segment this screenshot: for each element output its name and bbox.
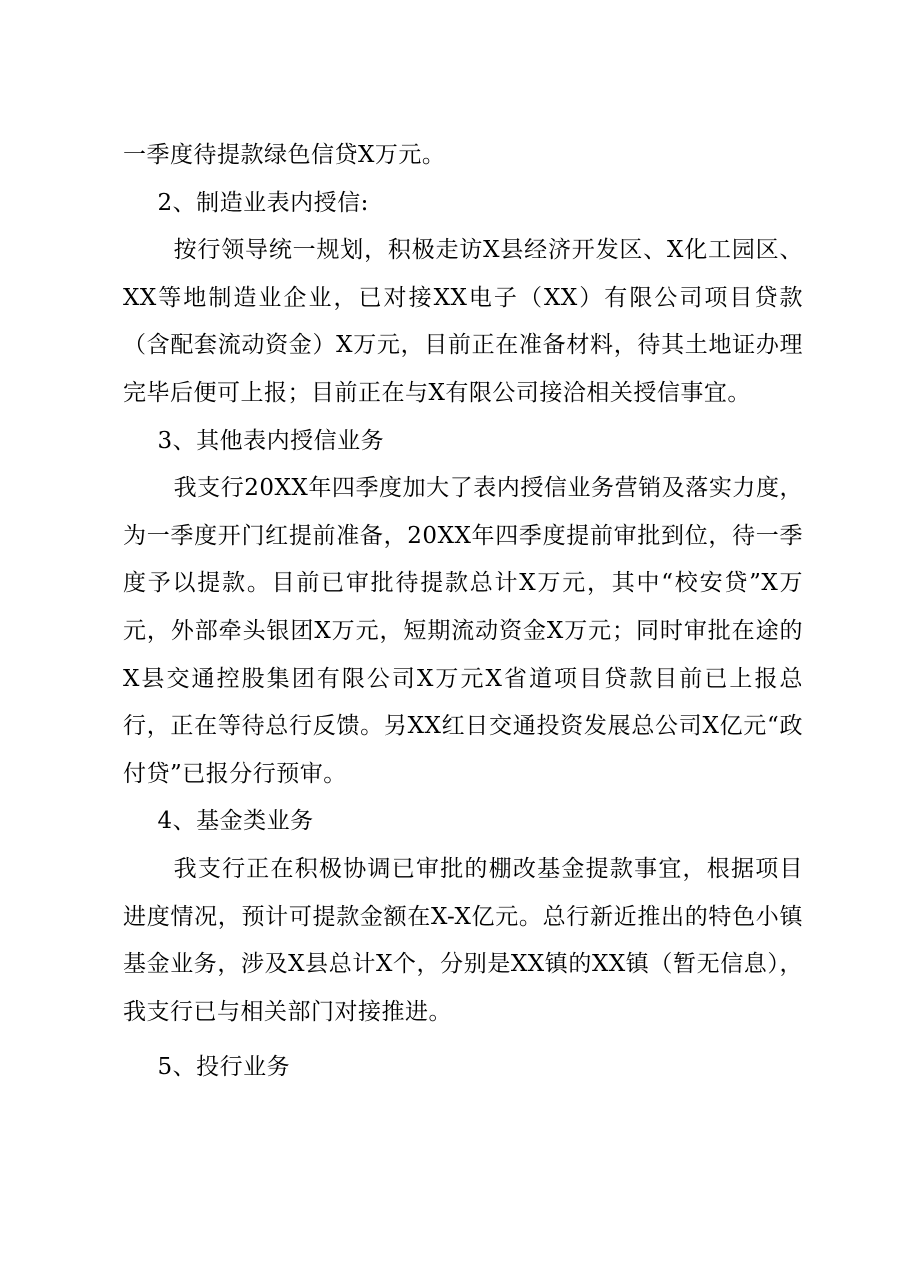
- document-body: [123, 132, 803, 1092]
- section-heading-investment-banking: 5、投行业务: [157, 1054, 291, 1081]
- section-heading-manufacturing-credit: 2、制造业表内授信:: [157, 189, 369, 216]
- paragraph-other-credit: 我支行20XX年四季度加大了表内授信业务营销及落实力度，为一季度开门红提前准备，20XX年四季度提前审批到位，待一季度予以提款。目前已审批待提款总计X万元，其中“校安贷”X万元，外部牵头银团X万元，短期流动资金X万元；同时审批在途的X县交通控股集团有限公司X万元X省道项目贷款目前已上报总行，正在等待总行反馈。另XX红日交通投资发展总公司X亿元“政付贷”已报分行预审。: [123, 475, 803, 787]
- paragraph-fund-business: 我支行正在积极协调已审批的棚改基金提款事宜，根据项目进度情况，预计可提款金额在X-X亿元。总行新近推出的特色小镇基金业务，涉及X县总计X个，分别是XX镇的XX镇（暂无信息），我支行已与相关部门对接推进。: [123, 855, 803, 1025]
- paragraph-continued: 一季度待提款绿色信贷X万元。: [123, 142, 446, 168]
- paragraph-manufacturing-credit: 按行领导统一规划，积极走访X县经济开发区、X化工园区、XX等地制造业企业，已对接XX电子（XX）有限公司项目贷款（含配套流动资金）X万元，目前正在准备材料，待其土地证办理完毕后便可上报；目前正在与X有限公司接洽相关授信事宜。: [123, 237, 803, 406]
- section-heading-other-credit: 3、其他表内授信业务: [157, 427, 385, 454]
- section-heading-fund-business: 4、基金类业务: [157, 808, 314, 835]
